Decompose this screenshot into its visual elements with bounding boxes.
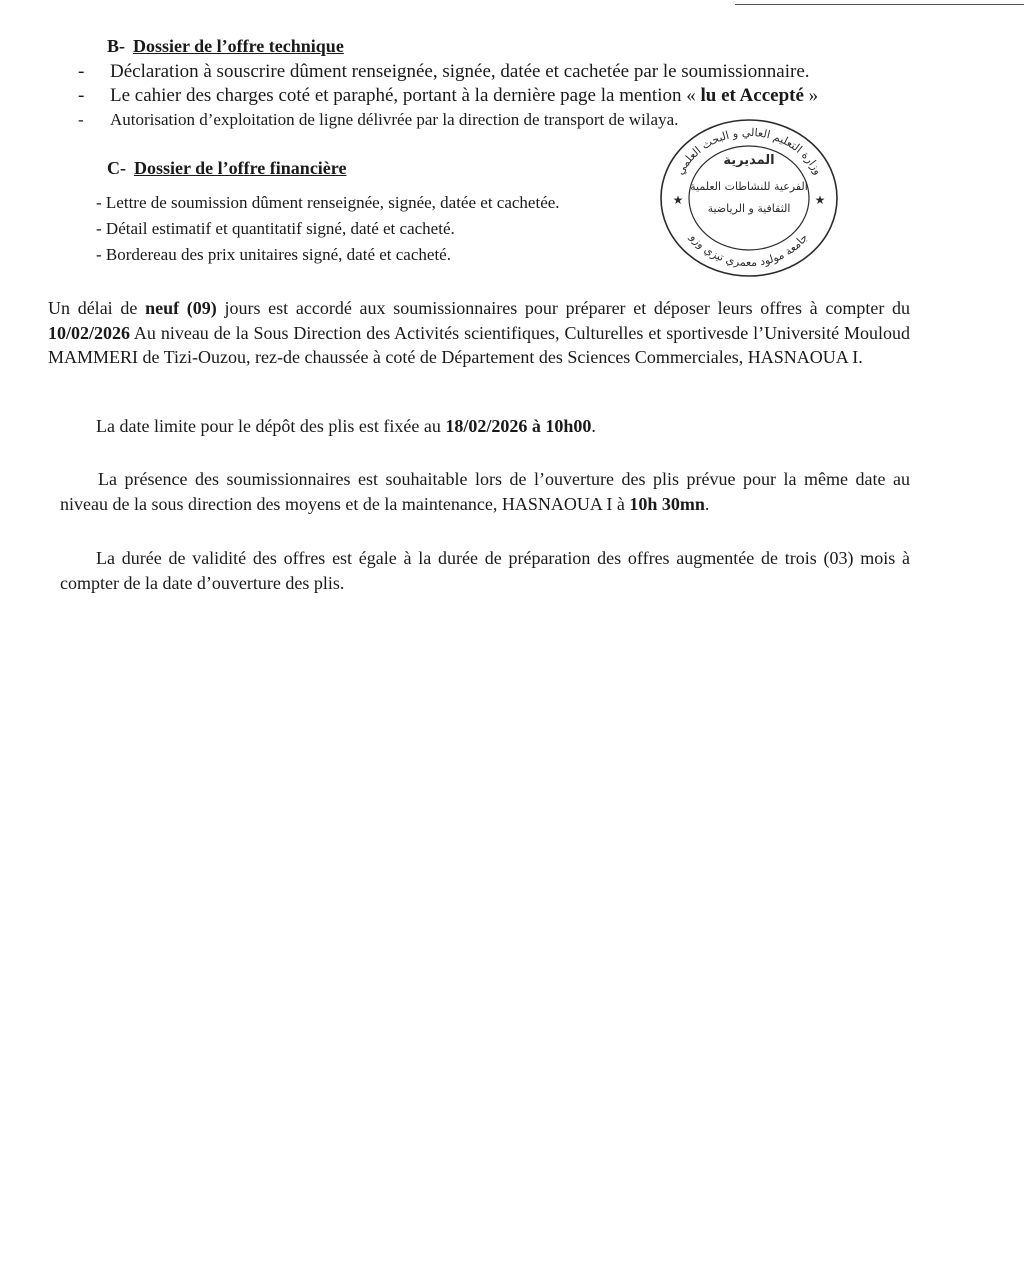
section-b-item-2-bold: lu et Accepté	[700, 85, 804, 106]
paragraph-delay-text-1: Un délai de	[48, 298, 146, 318]
paragraph-delay-bold-2: 10/02/2026	[48, 322, 131, 343]
list-dash: -	[78, 61, 85, 82]
section-b-item-1: Déclaration à souscrire dûment renseignée, signée, datée et cachetée par le soumissionnaire.	[110, 61, 810, 82]
section-b-item-3: Autorisation d’exploitation de ligne délivrée par la direction de transport de wilaya.	[110, 110, 679, 129]
list-item	[78, 60, 818, 84]
section-c-item-1: - Lettre de soumission dûment renseignée, signée, datée et cachetée.	[96, 193, 560, 212]
paragraph-opening-text-1: La présence des soumissionnaires est souhaitable lors de l’ouverture des plis prévue pour la même date au niveau de la sous direction des moyens et de la maintenance, HASNAOUA I à	[60, 469, 910, 514]
stamp-outer-bottom-text: جامعة مولود معمري تيزي وزو	[687, 231, 811, 270]
paragraph-delay-bold-1: neuf (09)	[145, 298, 217, 318]
official-stamp	[654, 112, 844, 284]
section-c-item-2: - Détail estimatif et quantitatif signé, daté et cacheté.	[96, 219, 455, 238]
stamp-star-right-icon: ★	[814, 193, 826, 207]
stamp-outer-top-text: وزارة التعليم العالي و البحث العلمي	[673, 125, 825, 177]
paragraph-opening	[60, 467, 910, 516]
list-dash: -	[78, 85, 85, 106]
stamp-line-1: المديرية	[723, 153, 775, 168]
paragraph-deadline-text-2: .	[591, 416, 596, 436]
paragraph-deadline	[96, 414, 910, 439]
stamp-line-3: الثقافية و الرياضية	[707, 202, 791, 215]
section-c-title: Dossier de l’offre financière	[134, 158, 347, 178]
paragraph-opening-bold: 10h 30mn	[629, 493, 705, 514]
paragraph-validity-text: La durée de validité des offres est égale à la durée de préparation des offres augmentée de trois (03) mois à compter de la date d’ouverture des plis.	[60, 548, 910, 593]
section-b-title: Dossier de l’offre technique	[133, 36, 344, 56]
paragraph-opening-text-2: .	[704, 493, 710, 514]
section-c-list	[96, 190, 560, 268]
section-b-letter: B-	[107, 36, 125, 56]
paragraph-delay-text-3: Au niveau de la Sous Direction des Activités scientifiques, Culturelles et sportivesde l’Université Mouloud MAMMERI de Tizi-Ouzou, rez-de chaussée à coté de Département des Sciences Commerciales, HASNAOUA I.	[48, 322, 910, 367]
section-c-item-3: - Bordereau des prix unitaires signé, daté et cacheté.	[96, 245, 451, 264]
stamp-star-left-icon: ★	[672, 193, 684, 207]
paragraph-delay	[48, 296, 910, 370]
stamp-outer-ring	[661, 120, 837, 276]
section-b-item-2-end: »	[803, 85, 819, 106]
top-rule	[735, 4, 1024, 5]
section-b-heading	[107, 36, 344, 57]
section-c-letter: C-	[107, 158, 126, 178]
paragraph-deadline-bold: 18/02/2026 à 10h00	[445, 416, 592, 436]
section-c-heading	[107, 158, 346, 179]
paragraph-deadline-text-1: La date limite pour le dépôt des plis est fixée au	[96, 416, 446, 436]
list-dash: -	[78, 110, 84, 129]
paragraph-validity	[60, 546, 910, 595]
stamp-line-2: الفرعية للنشاطات العلمية	[690, 180, 808, 193]
list-item	[78, 84, 818, 108]
section-b-item-2: Le cahier des charges coté et paraphé, portant à la dernière page la mention «	[110, 85, 701, 106]
paragraph-delay-text-2: jours est accordé aux soumissionnaires pour préparer et déposer leurs offres à compter du	[216, 298, 911, 318]
